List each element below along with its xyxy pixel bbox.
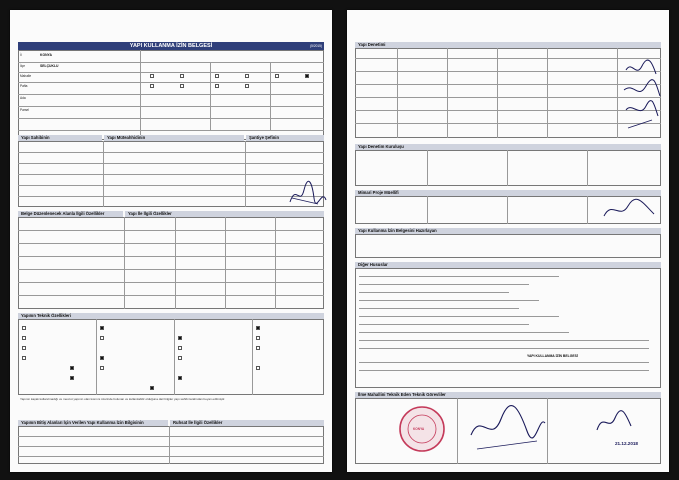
section-yapi-ile-ilgili: Yapı İle İlgili Özellikler <box>125 211 324 217</box>
field-value-il: KONYA <box>40 53 52 57</box>
handwritten-date: 21.12.2018 <box>615 441 638 446</box>
form-code: (5/2015) <box>310 44 322 48</box>
field-label-ilce: İlçe <box>20 64 25 68</box>
section-mimari-proje: Mimari Proje Müellifi <box>355 190 661 196</box>
technical-features-grid <box>18 319 324 395</box>
completion-license-grid <box>18 426 324 464</box>
section-ruhsat-ile-ilgili: Ruhsat İle İlgili Özellikler <box>170 420 324 426</box>
document-title: YAPI KULLANMA İZİN BELGESİ <box>129 43 213 49</box>
inspection-company-grid <box>355 150 661 186</box>
inspection-table <box>355 48 661 138</box>
signature-officials <box>467 405 547 455</box>
field-label-parsel: Parsel <box>20 108 30 112</box>
preparer-grid <box>355 234 661 258</box>
left-document-page <box>10 10 332 472</box>
header-grid <box>18 50 324 140</box>
signature-inspectors <box>622 60 662 135</box>
signature-architect <box>602 198 657 222</box>
section-yapi-muteahhidi: Yapı Müteahhidinin <box>104 135 244 141</box>
field-label-mahalle: Mahalle <box>20 74 32 78</box>
signature-contractor <box>288 180 328 208</box>
section-diger-hususlar: Diğer Hususlar <box>355 262 661 268</box>
declaration-note: Yapının kaçak kullanılmadığı ve mevcut yapının olan kısmını üzerinde bulunan ve kullanılabilir olduğuna dair bilgiler yapı sahibi tarafından beyan edilmiştir. <box>20 397 226 401</box>
section-belge-duzenlenen: Belge Düzenlenecek Alanla İlgili Özellikler <box>18 211 123 217</box>
right-document-page <box>347 10 669 472</box>
section-yapi-denetimi: Yapı Denetimi <box>355 42 661 48</box>
section-yapi-denetim-kurulusu: Yapı Denetim Kuruluşu <box>355 144 661 150</box>
section-santiye-sefi: Şantiye Şefinin <box>246 135 324 141</box>
field-label-il: İl <box>20 53 22 57</box>
section-yapinin-teknik: Yapının Teknik Özellikleri <box>18 313 324 319</box>
section-ilce-mahalli: İlme Mahallini Teknik Eden Teknik Görevliler <box>355 392 661 398</box>
approval-text: YAPI KULLANMA İZİN BELGESİ <box>527 354 578 358</box>
stamp-text: KONYA <box>413 427 425 431</box>
field-value-ilce: SELÇUKLU <box>40 64 59 68</box>
section-yapinin-bitis: Yapının Bitiş Alanları İçin Verilen Yapı Kullanma İzin Bilgisinin <box>18 420 168 426</box>
left-page-title <box>18 42 324 50</box>
signature-approver <box>595 408 635 438</box>
section-yapi-sahibi: Yapı Sahibinin <box>18 135 102 141</box>
section-yapi-kullanma-hazirlayan: Yapı Kullanma İzin Belgesini Hazırlayan <box>355 228 661 234</box>
field-label-pafta: Pafta <box>20 84 28 88</box>
field-label-ada: Ada <box>20 96 26 100</box>
